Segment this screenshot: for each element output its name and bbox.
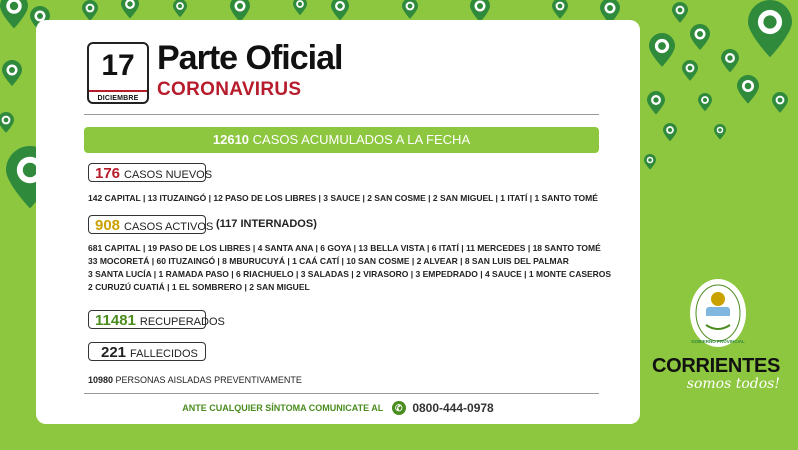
footer-divider [84, 393, 599, 394]
brand-tagline: somos todos! [686, 376, 780, 392]
recovered-box [88, 310, 225, 329]
report-subtitle: CORONAVIRUS [157, 79, 302, 100]
active-cases-label: CASOS ACTIVOS [124, 221, 214, 233]
new-cases-label: CASOS NUEVOS [124, 169, 213, 181]
recovered-count: 11481 [95, 312, 136, 329]
isolated-line [88, 375, 302, 385]
accumulated-count: 12610 [212, 132, 250, 147]
deaths-count: 221 [101, 344, 127, 361]
new-cases-detail: 142 CAPITAL | 13 ITUZAINGÓ | 12 PASO DE LOS LIBRES | 3 SAUCE | 2 SAN COSME | 2 SAN MIGUEL | 1 ITATÍ | 1 SANTO TOMÉ [88, 193, 598, 203]
header-divider [84, 114, 599, 115]
new-cases-box [88, 163, 213, 182]
sun-icon [711, 292, 725, 306]
active-cases-count: 908 [95, 217, 121, 234]
seal-text: GOBIERNO PROVINCIAL [691, 339, 745, 344]
active-cases-detail-line: 33 MOCORETÁ | 60 ITUZAINGÓ | 8 MBURUCUYÁ | 1 CAÁ CATÍ | 10 SAN COSME | 2 ALVEAR | 8 SAN LUIS DEL PALMAR [88, 256, 569, 266]
date-divider [89, 90, 147, 92]
active-cases-detail-line: 681 CAPITAL | 19 PASO DE LOS LIBRES | 4 SANTA ANA | 6 GOYA | 13 BELLA VISTA | 6 ITATÍ | 11 MERCEDES | 18 SANTO TOMÉ [88, 243, 601, 253]
brand-name: CORRIENTES [651, 355, 781, 377]
phone-icon: ✆ [392, 401, 406, 415]
accumulated-banner [84, 127, 599, 153]
active-cases-detail-line: 3 SANTA LUCÍA | 1 RAMADA PASO | 6 RIACHUELO | 3 SALADAS | 2 VIRASORO | 3 EMPEDRADO | 4 SAUCE | 1 MONTE CASEROS [88, 269, 612, 279]
pin-cluster-right [644, 0, 792, 170]
report-card [36, 20, 640, 424]
phone-number[interactable]: 0800-444-0978 [412, 401, 494, 415]
report-title: Parte Oficial [157, 39, 343, 77]
accumulated-label: CASOS ACUMULADOS A LA FECHA [252, 132, 471, 147]
date-month: DICIEMBRE [97, 95, 139, 102]
isolated-count: 10980 [88, 375, 114, 385]
recovered-label: RECUPERADOS [139, 316, 225, 328]
contact-text: ANTE CUALQUIER SÍNTOMA COMUNICATE AL [182, 403, 384, 413]
active-cases-detail-line: 2 CURUZÚ CUATIÁ | 1 EL SOMBRERO | 2 SAN MIGUEL [88, 282, 310, 292]
isolated-label: PERSONAS AISLADAS PREVENTIVAMENTE [115, 375, 302, 385]
provincial-seal [688, 277, 748, 349]
deaths-label: FALLECIDOS [130, 348, 198, 360]
active-cases-box [88, 215, 214, 234]
deaths-box [88, 342, 206, 361]
contact-footer [36, 401, 640, 415]
new-cases-count: 176 [95, 165, 121, 182]
date-day: 17 [101, 49, 135, 82]
internados-count: (117 INTERNADOS) [216, 218, 317, 230]
date-badge [87, 42, 149, 104]
